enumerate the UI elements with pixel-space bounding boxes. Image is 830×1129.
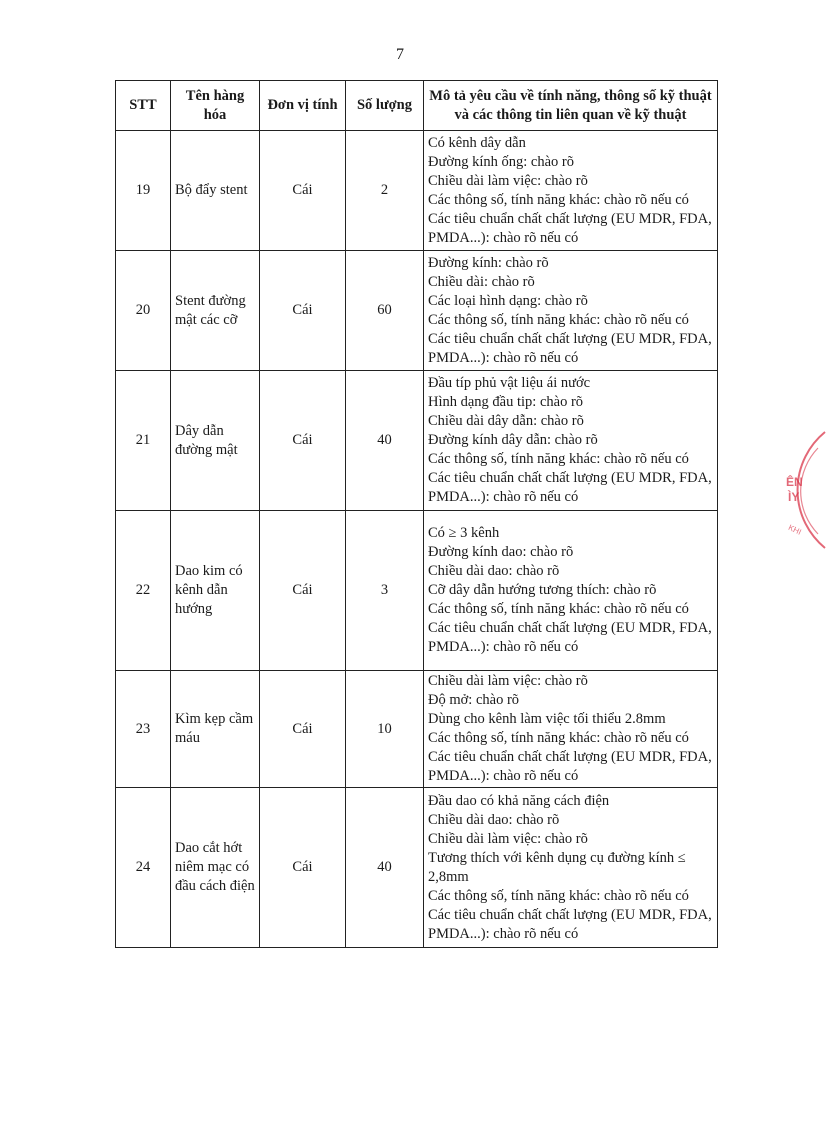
row-stt: 20 — [116, 251, 171, 371]
row-quantity: 40 — [346, 371, 424, 511]
row-unit: Cái — [260, 131, 346, 251]
red-stamp-fragment — [770, 430, 830, 550]
description-line: Chiều dài: chào rõ — [428, 273, 535, 290]
description-line: Tương thích với kênh dụng cụ đường kính ≤ 2,8mm — [428, 849, 686, 885]
row-name: Bộ đẩy stent — [171, 131, 260, 251]
header-stt: STT — [116, 81, 171, 131]
row-stt: 22 — [116, 511, 171, 671]
description-line: Độ mở: chào rõ — [428, 692, 520, 708]
header-unit: Đơn vị tính — [260, 81, 346, 131]
description-line: Đường kính: chào rõ — [428, 254, 549, 271]
stamp-text-2: ÌY — [788, 490, 800, 504]
description-line: Chiều dài làm việc: chào rõ — [428, 172, 588, 189]
row-name: Dây dẫn đường mật — [171, 371, 260, 511]
row-name: Stent đường mật các cỡ — [171, 251, 260, 371]
table-header-row — [116, 81, 718, 131]
row-quantity: 3 — [346, 511, 424, 671]
row-unit: Cái — [260, 671, 346, 788]
header-description: Mô tả yêu cầu về tính năng, thông số kỹ thuật và các thông tin liên quan về kỹ thuật — [424, 81, 718, 131]
row-name: Dao cắt hớt niêm mạc có đầu cách điện — [171, 788, 260, 948]
row-quantity: 60 — [346, 251, 424, 371]
row-name: Kìm kẹp cầm máu — [171, 671, 260, 788]
row-unit: Cái — [260, 788, 346, 948]
description-line: Các tiêu chuẩn chất chất lượng (EU MDR, FDA, PMDA...): chào rõ nếu có — [428, 620, 712, 655]
description-line: Chiều dài dây dẫn: chào rõ — [428, 413, 584, 429]
description-line: Các tiêu chuẩn chất chất lượng (EU MDR, FDA, PMDA...): chào rõ nếu có — [428, 330, 712, 366]
row-quantity: 40 — [346, 788, 424, 948]
description-line: Có ≥ 3 kênh — [428, 525, 500, 541]
specification-table — [115, 80, 718, 948]
description-line: Các thông số, tính năng khác: chào rõ nếu có — [428, 730, 689, 746]
row-unit: Cái — [260, 511, 346, 671]
description-line: Các thông số, tính năng khác: chào rõ nếu có — [428, 451, 689, 467]
description-line: Các thông số, tính năng khác: chào rõ nếu có — [428, 191, 689, 208]
row-description — [424, 251, 718, 371]
table-row — [116, 371, 718, 511]
row-stt: 19 — [116, 131, 171, 251]
description-line: Các loại hình dạng: chào rõ — [428, 292, 588, 309]
description-line: Các thông số, tính năng khác: chào rõ nếu có — [428, 601, 689, 617]
row-description — [424, 131, 718, 251]
stamp-seal-icon — [770, 430, 830, 550]
description-line: Đường kính dây dẫn: chào rõ — [428, 432, 598, 448]
description-line: Các tiêu chuẩn chất chất lượng (EU MDR, FDA, PMDA...): chào rõ nếu có — [428, 749, 712, 784]
description-line: Đường kính dao: chào rõ — [428, 544, 574, 560]
table-row — [116, 131, 718, 251]
row-name: Dao kim có kênh dẫn hướng — [171, 511, 260, 671]
row-quantity: 10 — [346, 671, 424, 788]
row-stt: 21 — [116, 371, 171, 511]
row-unit: Cái — [260, 251, 346, 371]
description-line: Các thông số, tính năng khác: chào rõ nếu có — [428, 887, 689, 904]
row-description — [424, 511, 718, 671]
row-unit: Cái — [260, 371, 346, 511]
description-line: Đầu típ phủ vật liệu ái nước — [428, 375, 591, 391]
row-stt: 24 — [116, 788, 171, 948]
description-line: Đường kính ống: chào rõ — [428, 153, 575, 170]
description-line: Các tiêu chuẩn chất chất lượng (EU MDR, FDA, PMDA...): chào rõ nếu có — [428, 210, 712, 246]
description-line: Cỡ dây dẫn hướng tương thích: chào rõ — [428, 582, 657, 598]
description-line: Chiều dài làm việc: chào rõ — [428, 673, 588, 689]
description-line: Chiều dài dao: chào rõ — [428, 563, 560, 579]
row-description — [424, 671, 718, 788]
row-description — [424, 371, 718, 511]
table-row — [116, 511, 718, 671]
table-row — [116, 251, 718, 371]
row-description — [424, 788, 718, 948]
description-line: Đầu dao có khả năng cách điện — [428, 792, 610, 809]
description-line: Chiều dài làm việc: chào rõ — [428, 830, 588, 847]
page-number: 7 — [396, 46, 404, 63]
header-name: Tên hàng hóa — [171, 81, 260, 131]
table-row — [116, 788, 718, 948]
table-row — [116, 671, 718, 788]
header-quantity: Số lượng — [346, 81, 424, 131]
description-line: Có kênh dây dẫn — [428, 134, 526, 151]
row-stt: 23 — [116, 671, 171, 788]
stamp-text-1: ÊN — [786, 475, 803, 489]
description-line: Các thông số, tính năng khác: chào rõ nếu có — [428, 311, 689, 328]
description-line: Dùng cho kênh làm việc tối thiểu 2.8mm — [428, 711, 666, 727]
stamp-text-3: KHI — [786, 522, 803, 537]
description-line: Các tiêu chuẩn chất chất lượng (EU MDR, FDA, PMDA...): chào rõ nếu có — [428, 470, 712, 505]
description-line: Hình dạng đầu tip: chào rõ — [428, 394, 584, 410]
description-line: Các tiêu chuẩn chất chất lượng (EU MDR, FDA, PMDA...): chào rõ nếu có — [428, 906, 712, 942]
row-quantity: 2 — [346, 131, 424, 251]
description-line: Chiều dài dao: chào rõ — [428, 811, 560, 828]
